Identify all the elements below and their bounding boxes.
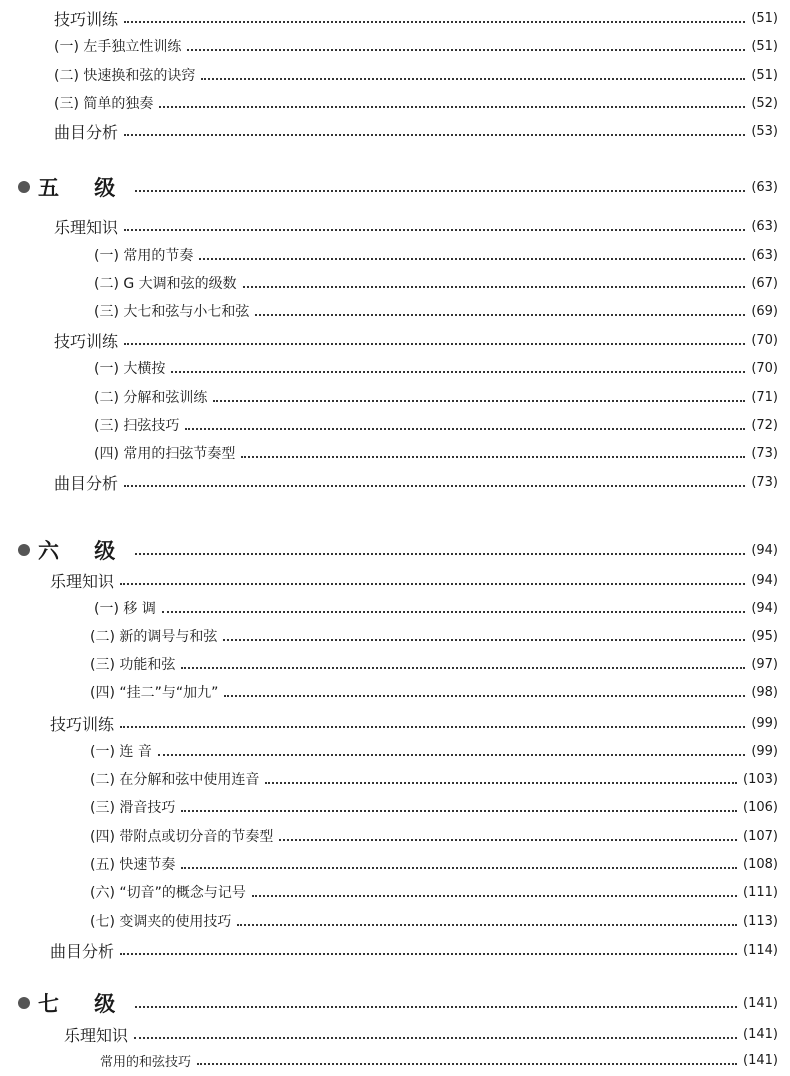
toc-label: (四) 带附点或切分音的节奏型 xyxy=(90,829,274,845)
toc-label: 技巧训练 xyxy=(50,714,115,734)
toc-label: (三) 功能和弦 xyxy=(90,657,176,673)
toc-item xyxy=(90,795,778,819)
toc-label: 曲目分析 xyxy=(50,941,115,961)
dot-leader xyxy=(120,953,737,955)
toc-page-number: (71) xyxy=(751,389,778,405)
dot-leader xyxy=(237,924,737,926)
toc-item xyxy=(90,852,778,876)
toc-item xyxy=(94,299,778,323)
toc-item xyxy=(94,271,778,295)
toc-item xyxy=(90,909,778,933)
toc-page-number: (73) xyxy=(751,474,778,490)
toc-label: (二) G 大调和弦的级数 xyxy=(94,276,237,292)
toc-page-number: (107) xyxy=(743,828,778,844)
toc-section xyxy=(54,6,778,30)
toc-label: (一) 常用的节奏 xyxy=(94,248,194,264)
dot-leader xyxy=(124,229,745,231)
toc-label: (三) 扫弦技巧 xyxy=(94,418,180,434)
toc-label: 曲目分析 xyxy=(54,122,119,142)
toc-page-number: (94) xyxy=(751,600,778,616)
toc-item xyxy=(94,243,778,267)
toc-section xyxy=(54,119,778,143)
dot-leader xyxy=(213,400,745,402)
dot-leader xyxy=(255,314,745,316)
toc-label: (二) 分解和弦训练 xyxy=(94,390,208,406)
toc-label: (三) 简单的独奏 xyxy=(54,96,154,112)
dot-leader xyxy=(197,1063,737,1065)
toc-page-number: (108) xyxy=(743,856,778,872)
dot-leader xyxy=(124,134,745,136)
dot-leader xyxy=(120,726,745,728)
toc-page-number: (70) xyxy=(751,332,778,348)
toc-page-number: (141) xyxy=(743,995,778,1011)
toc-page-number: (63) xyxy=(751,218,778,234)
toc-item xyxy=(100,1048,778,1072)
toc-section xyxy=(50,711,778,735)
toc-label: (一) 大横按 xyxy=(94,361,166,377)
dot-leader xyxy=(158,754,745,756)
toc-page-number: (98) xyxy=(751,684,778,700)
toc-label: 曲目分析 xyxy=(54,473,119,493)
toc-label: (四) “挂二”与“加九” xyxy=(90,685,219,701)
dot-leader xyxy=(241,456,745,458)
toc-label: (二) 在分解和弦中使用连音 xyxy=(90,772,260,788)
toc-item xyxy=(90,739,778,763)
toc-page-number: (141) xyxy=(743,1052,778,1068)
toc-page-number: (73) xyxy=(751,445,778,461)
toc-label: (四) 常用的扫弦节奏型 xyxy=(94,446,236,462)
toc-label: (三) 大七和弦与小七和弦 xyxy=(94,304,250,320)
dot-leader xyxy=(134,1037,737,1039)
toc-page-number: (51) xyxy=(751,67,778,83)
toc-page-number: (99) xyxy=(751,743,778,759)
dot-leader xyxy=(124,485,745,487)
toc-label: (七) 变调夹的使用技巧 xyxy=(90,914,232,930)
toc-label: 六 级 xyxy=(38,539,130,563)
dot-leader xyxy=(187,49,745,51)
toc-page-number: (99) xyxy=(751,715,778,731)
toc-level-heading xyxy=(18,988,778,1018)
toc-page-number: (69) xyxy=(751,303,778,319)
toc-label: 五 级 xyxy=(38,176,130,200)
toc-item xyxy=(90,652,778,676)
toc-item xyxy=(90,824,778,848)
toc-label: 乐理知识 xyxy=(50,571,115,591)
toc-page-number: (51) xyxy=(751,38,778,54)
toc-page-number: (114) xyxy=(743,942,778,958)
dot-leader xyxy=(224,695,745,697)
toc-section xyxy=(50,938,778,962)
dot-leader xyxy=(171,371,745,373)
toc-page-number: (141) xyxy=(743,1026,778,1042)
dot-leader xyxy=(181,867,737,869)
toc-label: (二) 新的调号与和弦 xyxy=(90,629,218,645)
toc-section xyxy=(50,568,778,592)
toc-page-number: (113) xyxy=(743,913,778,929)
dot-leader xyxy=(181,810,737,812)
toc-item xyxy=(94,356,778,380)
toc-page-number: (70) xyxy=(751,360,778,376)
dot-leader xyxy=(279,839,737,841)
toc-level-heading xyxy=(18,535,778,565)
toc-section xyxy=(54,328,778,352)
toc-level-heading xyxy=(18,172,778,202)
dot-leader xyxy=(223,639,745,641)
toc-label: (二) 快速换和弦的诀窍 xyxy=(54,68,196,84)
dot-leader xyxy=(243,286,746,288)
toc-item xyxy=(94,596,778,620)
toc-section xyxy=(54,470,778,494)
toc-item xyxy=(94,441,778,465)
dot-leader xyxy=(124,343,745,345)
toc-item xyxy=(90,767,778,791)
toc-page-number: (67) xyxy=(751,275,778,291)
dot-leader xyxy=(181,667,745,669)
dot-leader xyxy=(159,106,745,108)
dot-leader xyxy=(185,428,745,430)
toc-item xyxy=(90,680,778,704)
toc-page-number: (106) xyxy=(743,799,778,815)
toc-page-number: (111) xyxy=(743,884,778,900)
toc-label: (六) “切音”的概念与记号 xyxy=(90,885,246,901)
dot-leader xyxy=(252,895,737,897)
toc-section xyxy=(64,1022,778,1046)
bullet-icon xyxy=(18,544,30,556)
dot-leader xyxy=(265,782,737,784)
toc-label: 常用的和弦技巧 xyxy=(100,1054,192,1070)
toc-item xyxy=(94,385,778,409)
toc-page-number: (53) xyxy=(751,123,778,139)
toc-label: (五) 快速节奏 xyxy=(90,857,176,873)
toc-label: 乐理知识 xyxy=(54,217,119,237)
toc-page-number: (72) xyxy=(751,417,778,433)
dot-leader xyxy=(135,1006,737,1008)
toc-item xyxy=(90,624,778,648)
dot-leader xyxy=(201,78,745,80)
toc-label: 七 级 xyxy=(38,992,130,1016)
toc-label: 技巧训练 xyxy=(54,9,119,29)
toc-label: (三) 滑音技巧 xyxy=(90,800,176,816)
toc-item xyxy=(90,880,778,904)
toc-item xyxy=(54,34,778,58)
toc-page-number: (95) xyxy=(751,628,778,644)
toc-page-number: (103) xyxy=(743,771,778,787)
dot-leader xyxy=(124,21,745,23)
dot-leader xyxy=(135,190,745,192)
dot-leader xyxy=(199,258,745,260)
bullet-icon xyxy=(18,181,30,193)
toc-item xyxy=(94,413,778,437)
toc-section xyxy=(54,214,778,238)
toc-label: (一) 左手独立性训练 xyxy=(54,39,182,55)
dot-leader xyxy=(162,611,745,613)
toc-page-number: (52) xyxy=(751,95,778,111)
toc-page-number: (97) xyxy=(751,656,778,672)
toc-label: 乐理知识 xyxy=(64,1025,129,1045)
toc-item xyxy=(54,63,778,87)
bullet-icon xyxy=(18,997,30,1009)
toc-page-number: (94) xyxy=(751,572,778,588)
toc-page-number: (63) xyxy=(751,247,778,263)
dot-leader xyxy=(135,553,745,555)
toc-page-number: (51) xyxy=(751,10,778,26)
toc-label: (一) 移 调 xyxy=(94,601,156,617)
dot-leader xyxy=(120,583,745,585)
toc-page-number: (94) xyxy=(751,542,778,558)
toc-page-number: (63) xyxy=(751,179,778,195)
toc-label: 技巧训练 xyxy=(54,331,119,351)
toc-label: (一) 连 音 xyxy=(90,744,152,760)
toc-item xyxy=(54,91,778,115)
